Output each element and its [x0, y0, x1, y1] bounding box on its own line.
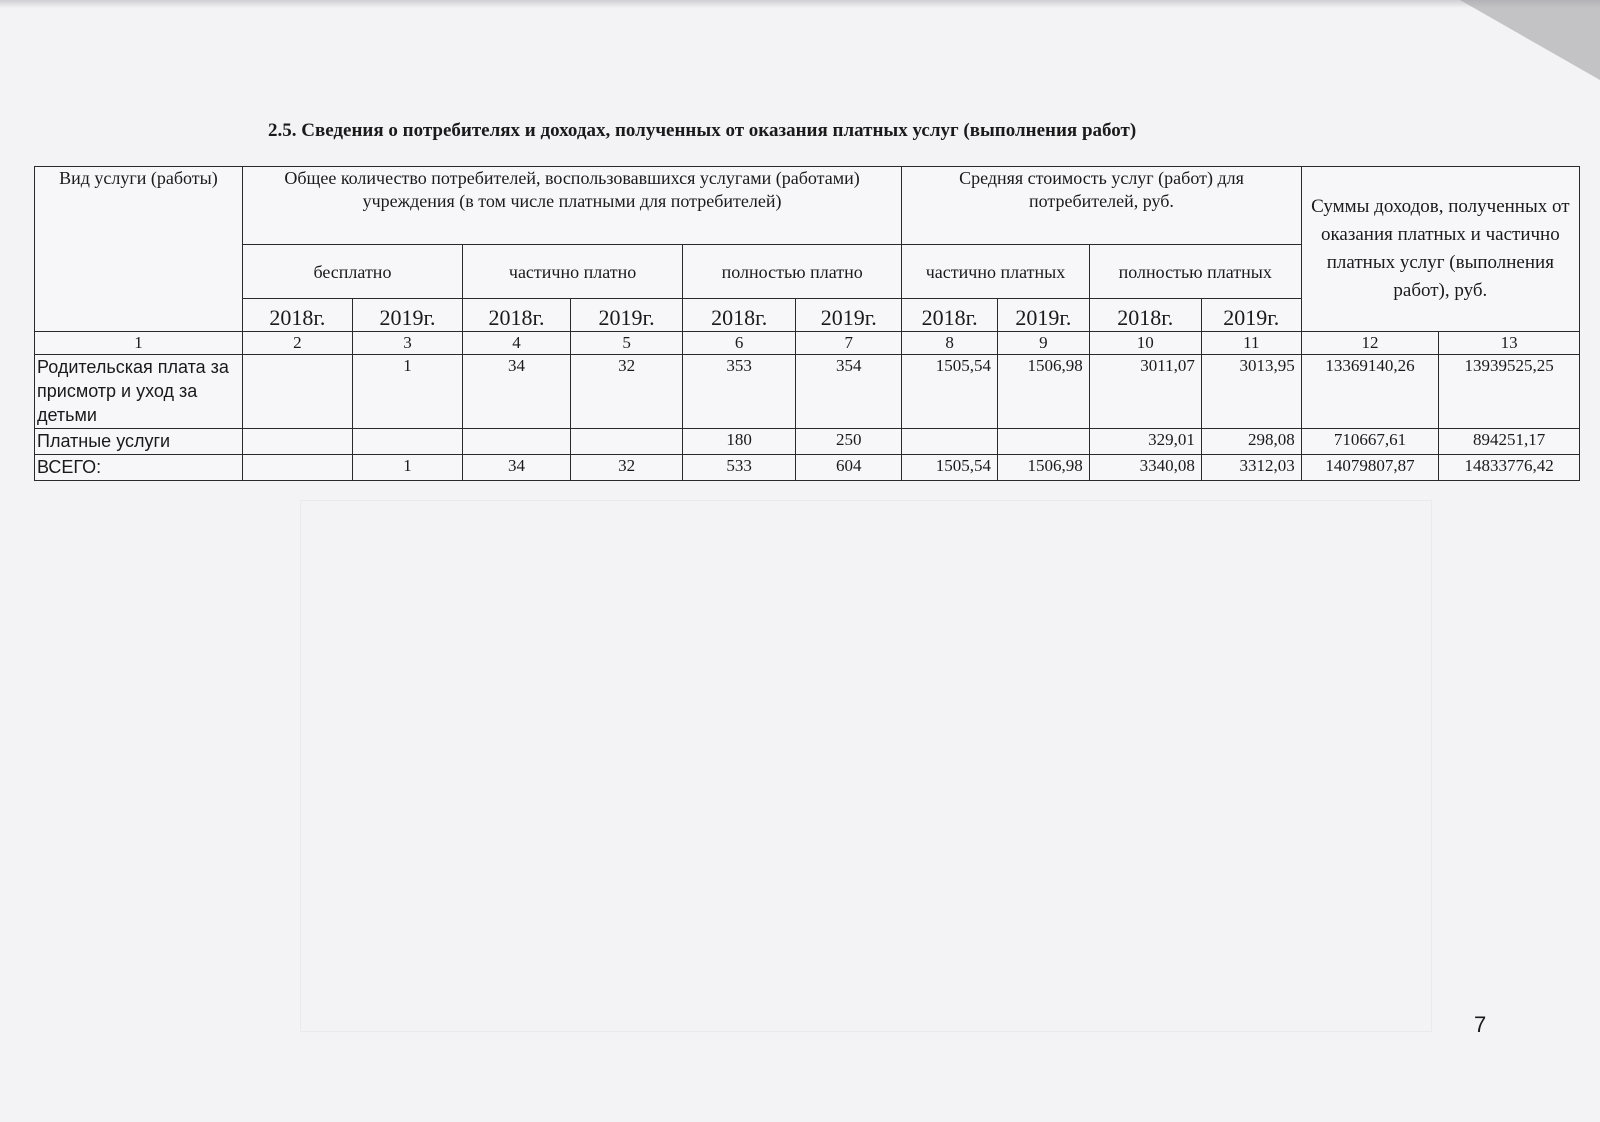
- consumers-income-table: [34, 166, 1580, 481]
- table-cell: 1505,54: [902, 455, 998, 481]
- header-partly-paid: частично платно: [463, 245, 683, 299]
- header-fully-paid-cost: полностью платных: [1089, 245, 1301, 299]
- year-header: 2019г.: [998, 299, 1090, 332]
- column-number: 9: [998, 332, 1090, 355]
- table-cell: 354: [796, 355, 902, 429]
- row-label: ВСЕГО:: [35, 455, 243, 481]
- table-cell: [463, 429, 571, 455]
- table-cell: 1: [352, 355, 462, 429]
- column-number: 4: [463, 332, 571, 355]
- table-cell: 34: [463, 455, 571, 481]
- table-cell: 34: [463, 355, 571, 429]
- page-number: 7: [1474, 1012, 1487, 1037]
- year-header: 2018г.: [463, 299, 571, 332]
- table-cell: 298,08: [1201, 429, 1301, 455]
- page-title: 2.5. Сведения о потребителях и доходах, полученных от оказания платных услуг (выполнения работ): [268, 120, 1137, 141]
- table-cell: 710667,61: [1301, 429, 1439, 455]
- column-number: 13: [1439, 332, 1580, 355]
- table-cell: 1505,54: [902, 355, 998, 429]
- header-partly-paid-cost: частично платных: [902, 245, 1090, 299]
- bleed-through-artifact: [300, 500, 1432, 1032]
- table-cell: 329,01: [1089, 429, 1201, 455]
- row-label: Родительская плата за присмотр и уход за детьми: [35, 355, 243, 429]
- table-cell: [242, 355, 352, 429]
- scan-edge-shadow: [0, 0, 1600, 8]
- header-fully-paid: полностью платно: [683, 245, 902, 299]
- header-free: бесплатно: [242, 245, 462, 299]
- table-cell: [242, 429, 352, 455]
- table-cell: 1: [352, 455, 462, 481]
- table-cell: 14833776,42: [1439, 455, 1580, 481]
- table-cell: 13369140,26: [1301, 355, 1439, 429]
- year-header: 2019г.: [352, 299, 462, 332]
- column-number: 8: [902, 332, 998, 355]
- table-cell: 894251,17: [1439, 429, 1580, 455]
- header-total-consumers: Общее количество потребителей, воспользовавшихся услугами (работами) учреждения (в том числе платными для потребителей): [242, 167, 901, 245]
- table-cell: 32: [571, 355, 683, 429]
- table-cell: 1506,98: [998, 355, 1090, 429]
- table-cell: 14079807,87: [1301, 455, 1439, 481]
- year-header: 2018г.: [1089, 299, 1201, 332]
- row-label: Платные услуги: [35, 429, 243, 455]
- table-cell: 353: [683, 355, 796, 429]
- table-row: [35, 429, 1580, 455]
- column-number: 5: [571, 332, 683, 355]
- header-avg-cost: Средняя стоимость услуг (работ) для потребителей, руб.: [902, 167, 1301, 245]
- table-cell: 32: [571, 455, 683, 481]
- table-cell: 250: [796, 429, 902, 455]
- table-cell: 1506,98: [998, 455, 1090, 481]
- table-cell: 180: [683, 429, 796, 455]
- table-cell: 3013,95: [1201, 355, 1301, 429]
- column-number: 7: [796, 332, 902, 355]
- year-header: 2018г.: [242, 299, 352, 332]
- header-service-type: Вид услуги (работы): [35, 167, 243, 332]
- column-number: 6: [683, 332, 796, 355]
- table-cell: [352, 429, 462, 455]
- table-row: [35, 355, 1580, 429]
- table-cell: 13939525,25: [1439, 355, 1580, 429]
- column-number: 2: [242, 332, 352, 355]
- column-number: 1: [35, 332, 243, 355]
- table-cell: 533: [683, 455, 796, 481]
- table-cell: [242, 455, 352, 481]
- table-cell: [998, 429, 1090, 455]
- table-cell: 604: [796, 455, 902, 481]
- header-income: Суммы доходов, полученных от оказания платных и частично платных услуг (выполнения работ), руб.: [1301, 167, 1579, 332]
- year-header: 2019г.: [571, 299, 683, 332]
- column-number: 11: [1201, 332, 1301, 355]
- column-number: 12: [1301, 332, 1439, 355]
- table-cell: 3312,03: [1201, 455, 1301, 481]
- year-header: 2018г.: [683, 299, 796, 332]
- table-cell: [571, 429, 683, 455]
- year-header: 2019г.: [796, 299, 902, 332]
- table-cell: 3340,08: [1089, 455, 1201, 481]
- year-header: 2018г.: [902, 299, 998, 332]
- column-number: 3: [352, 332, 462, 355]
- year-header: 2019г.: [1201, 299, 1301, 332]
- table-row-total: [35, 455, 1580, 481]
- table-cell: 3011,07: [1089, 355, 1201, 429]
- folded-corner: [1460, 0, 1600, 80]
- column-number: 10: [1089, 332, 1201, 355]
- table-cell: [902, 429, 998, 455]
